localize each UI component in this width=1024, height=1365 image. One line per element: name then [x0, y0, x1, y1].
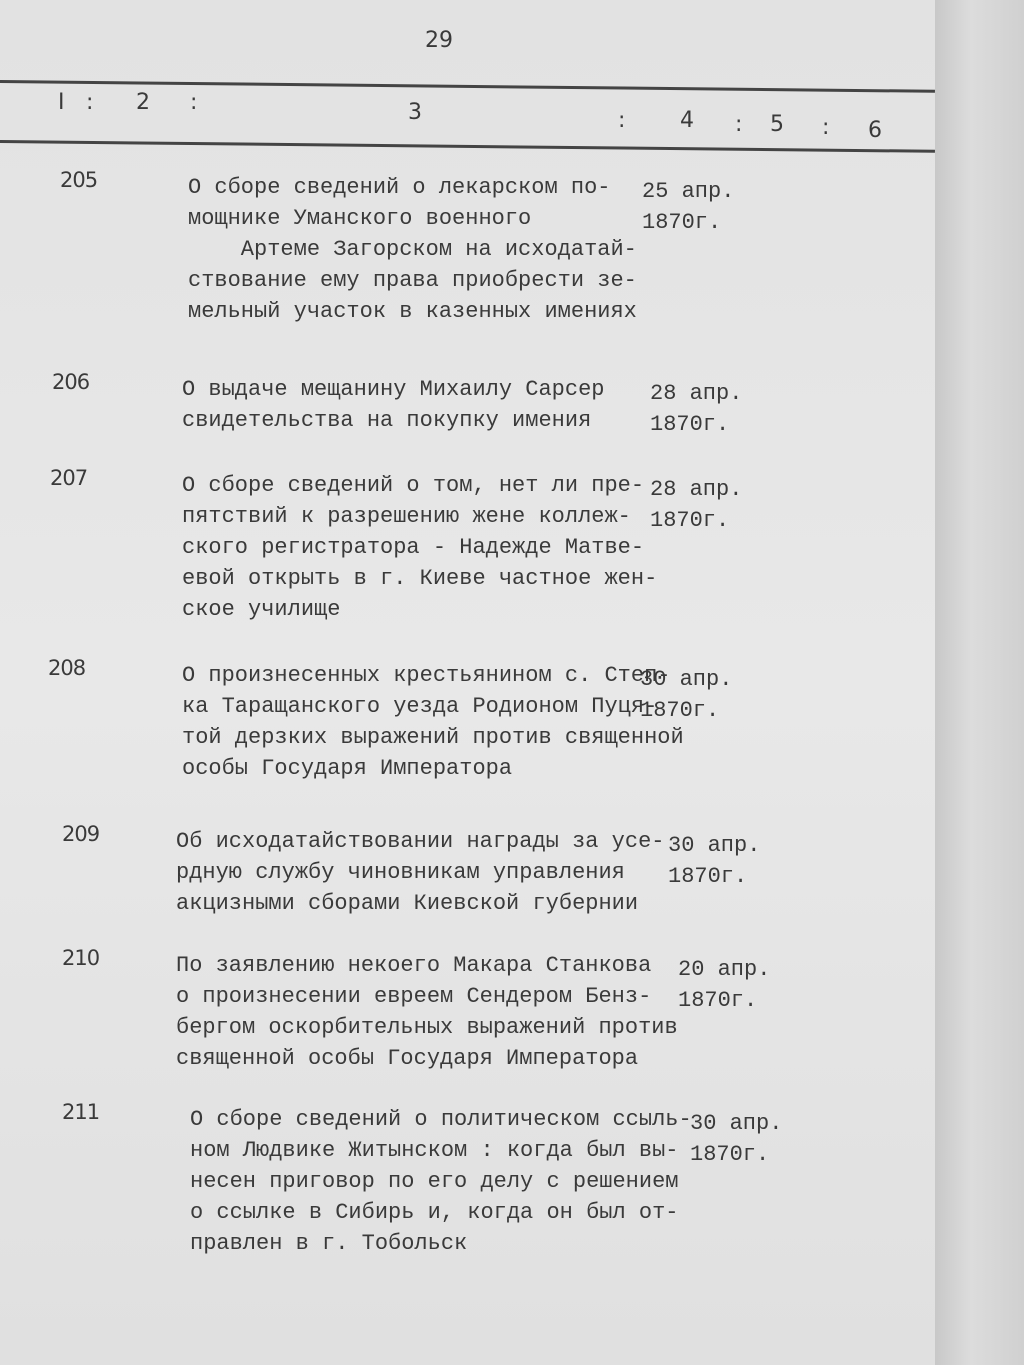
description-line: мельный участок в казенных имениях [188, 299, 637, 324]
entry-date [668, 830, 760, 892]
entry-number: 208 [48, 656, 86, 680]
entry-number: 210 [62, 946, 100, 970]
entry-date [650, 378, 742, 440]
description-line: о произнесении евреем Сендером Бенз- [176, 984, 652, 1009]
date-line: 20 апр. [678, 957, 771, 982]
date-line: 28 апр. [650, 477, 743, 502]
description-line: ского регистратора - Надежде Матве- [182, 535, 645, 560]
description-line: евой открыть в г. Киеве частное жен- [182, 566, 658, 591]
column-separator: : [735, 112, 743, 137]
description-line: О сборе сведений о том, нет ли пре- [182, 473, 645, 498]
entry-date [640, 664, 732, 726]
date-line: 1870г. [650, 508, 730, 533]
column-separator: : [86, 90, 94, 115]
entry-number: 207 [50, 466, 88, 490]
entry-date [650, 474, 742, 536]
column-header-1: I [58, 90, 65, 115]
entry-description [190, 1104, 692, 1259]
entry-date [642, 176, 734, 238]
description-line: о ссылке в Сибирь и, когда он был от- [190, 1200, 679, 1225]
date-line: 1870г. [650, 412, 730, 437]
date-line: 28 апр. [650, 381, 743, 406]
description-line: О сборе сведений о политическом ссыль- [190, 1107, 692, 1132]
column-separator: : [822, 115, 830, 140]
column-header-6: 6 [868, 118, 882, 143]
description-line: той дерзких выражений против священной [182, 725, 684, 750]
description-line: ном Людвике Житынском : когда был вы- [190, 1138, 679, 1163]
description-line: ка Таращанского уезда Родионом Пуця- [182, 694, 658, 719]
description-line: акцизными сборами Киевской губернии [176, 891, 639, 916]
description-line: рдную службу чиновникам управления [176, 860, 625, 885]
description-line: О произнесенных крестьянином с. Степ- [182, 663, 671, 688]
date-line: 1870г. [690, 1142, 770, 1167]
entry-description [182, 374, 604, 436]
description-line: По заявлению некоего Макара Станкова [176, 953, 652, 978]
column-header-3: 3 [408, 100, 422, 125]
column-separator: : [618, 108, 626, 133]
description-line: особы Государя Императора [182, 756, 513, 781]
column-header-4: 4 [680, 108, 694, 133]
description-line: правлен в г. Тобольск [190, 1231, 468, 1256]
description-line: Артеме Загорском на исходатай- [188, 237, 637, 262]
entry-date [678, 954, 770, 1016]
date-line: 30 апр. [690, 1111, 783, 1136]
description-line: Об исходатайствовании награды за усе- [176, 829, 665, 854]
page-number: 29 [425, 28, 453, 53]
description-line: О сборе сведений о лекарском по- [188, 175, 611, 200]
description-line: несен приговор по его делу с решением [190, 1169, 679, 1194]
description-line: ское училище [182, 597, 341, 622]
entry-date [690, 1108, 782, 1170]
date-line: 25 апр. [642, 179, 735, 204]
description-line: свидетельства на покупку имения [182, 408, 592, 433]
description-line: мощнике Уманского военного [188, 206, 532, 231]
entry-description [176, 826, 664, 919]
date-line: 1870г. [678, 988, 758, 1013]
entry-number: 206 [52, 370, 90, 394]
column-header-5: 5 [770, 112, 784, 137]
description-line: пятствий к разрешению жене коллеж- [182, 504, 631, 529]
entry-description [188, 172, 637, 327]
entry-number: 205 [60, 168, 98, 192]
description-line: ствование ему права приобрести зе- [188, 268, 637, 293]
column-separator: : [190, 90, 198, 115]
date-line: 1870г. [668, 864, 748, 889]
description-line: священной особы Государя Императора [176, 1046, 639, 1071]
entry-description [182, 470, 657, 625]
date-line: 30 апр. [668, 833, 761, 858]
date-line: 1870г. [640, 698, 720, 723]
page-edge [935, 0, 1024, 1365]
description-line: бергом оскорбительных выражений против [176, 1015, 678, 1040]
entry-description [182, 660, 684, 784]
entry-description [176, 950, 678, 1074]
entry-number: 211 [62, 1100, 100, 1124]
date-line: 1870г. [642, 210, 722, 235]
column-header-2: 2 [136, 90, 150, 115]
entry-number: 209 [62, 822, 100, 846]
description-line: О выдаче мещанину Михаилу Сарсер [182, 377, 605, 402]
date-line: 30 апр. [640, 667, 733, 692]
